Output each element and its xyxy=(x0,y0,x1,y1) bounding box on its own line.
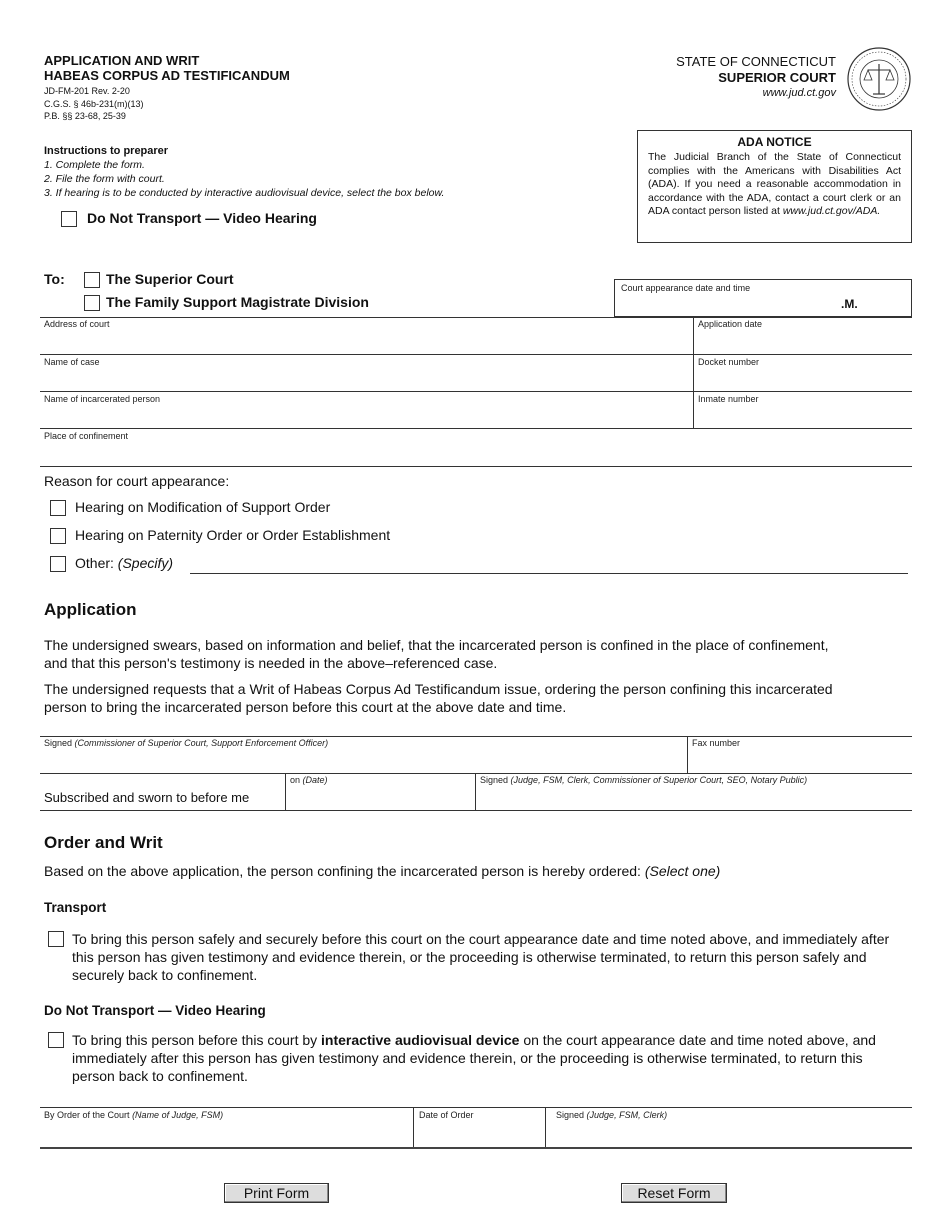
form-statute-cgs: C.G.S. § 46b-231(m)(13) xyxy=(44,99,144,109)
ada-notice-text: The Judicial Branch of the State of Connecticut complies with the Americans with Disabilities Act (ADA). If you need a reasonable accommodation in accordance with the ADA, contact a court clerk or an ADA contact person listed at xyxy=(648,151,901,217)
application-heading: Application xyxy=(44,600,137,619)
form-number: JD-FM-201 Rev. 2-20 xyxy=(44,86,130,96)
video-order-text-bold: interactive audiovisual device xyxy=(321,1032,520,1048)
court-appearance-suffix: .M. xyxy=(841,297,858,311)
incarcerated-name-label: Name of incarcerated person xyxy=(44,394,161,404)
transport-text: To bring this person safely and securely before this court on the court appearance date and time noted above, and immediately after this person has given testimony and evidence therein, or the proceeding is otherwise terminated, to return this person safely and securely back to confinement. xyxy=(72,931,890,983)
reason-other-text: Other: xyxy=(75,555,114,571)
by-order-label xyxy=(44,1110,223,1120)
order-intro-hint: (Select one) xyxy=(644,863,721,879)
ada-notice-link[interactable]: www.jud.ct.gov/ADA. xyxy=(782,205,881,217)
sworn-date-hint: (Date) xyxy=(302,775,328,785)
family-support-label: The Family Support Magistrate Division xyxy=(106,294,369,310)
case-name-input[interactable] xyxy=(40,368,692,390)
court-appearance-field[interactable] xyxy=(614,279,912,317)
video-order-text-pre: To bring this person before this court by xyxy=(72,1032,322,1048)
by-order-hint: (Name of Judge, FSM) xyxy=(132,1110,224,1120)
instructions-heading: Instructions to preparer xyxy=(44,145,169,157)
form-statute-pb: P.B. §§ 23-68, 25-39 xyxy=(44,111,126,121)
print-form-button[interactable]: Print Form xyxy=(224,1183,329,1203)
judge-name-input[interactable] xyxy=(40,1122,412,1146)
video-order-text-post: on the court appearance date and time noted above, and immediately after this person has given testimony and evidence therein, or the proceeding is otherwise terminated, to return this person back to confinement. xyxy=(72,1032,876,1084)
transport-checkbox[interactable] xyxy=(48,931,64,947)
notary-signature-input[interactable] xyxy=(476,787,912,809)
form-title-line2: HABEAS CORPUS AD TESTIFICANDUM xyxy=(44,68,290,83)
ada-notice-title: ADA NOTICE xyxy=(737,135,812,149)
family-support-checkbox[interactable] xyxy=(84,295,100,311)
ada-notice-body xyxy=(648,151,901,219)
reset-form-button[interactable]: Reset Form xyxy=(621,1183,727,1203)
sworn-date-label xyxy=(290,775,328,785)
docket-number-label: Docket number xyxy=(698,357,760,367)
reason-paternity-label: Hearing on Paternity Order or Order Establishment xyxy=(75,527,391,543)
video-hearing-checkbox[interactable] xyxy=(61,211,77,227)
reason-paternity-checkbox[interactable] xyxy=(50,528,66,544)
date-of-order-input[interactable] xyxy=(414,1122,544,1146)
case-name-label: Name of case xyxy=(44,357,100,367)
instruction-item: 3. If hearing is to be conducted by interactive audiovisual device, select the box below. xyxy=(44,187,445,199)
video-hearing-label: Do Not Transport — Video Hearing xyxy=(87,210,317,226)
court-name: SUPERIOR COURT xyxy=(718,70,836,85)
order-intro-text: Based on the above application, the person confining the incarcerated person is hereby ordered: xyxy=(44,863,645,879)
application-date-label: Application date xyxy=(698,319,763,329)
court-address-input[interactable] xyxy=(40,330,692,352)
order-signed-hint: (Judge, FSM, Clerk) xyxy=(586,1110,668,1120)
court-website: www.jud.ct.gov xyxy=(762,87,836,99)
applicant-signature-input[interactable] xyxy=(40,750,686,772)
confinement-place-input[interactable] xyxy=(40,442,912,464)
state-seal-icon xyxy=(846,46,912,112)
transport-heading: Transport xyxy=(44,900,107,915)
fax-number-label: Fax number xyxy=(692,738,741,748)
order-signed-label xyxy=(556,1110,667,1120)
court-address-label: Address of court xyxy=(44,319,110,329)
sworn-date-text: on xyxy=(290,775,301,785)
inmate-number-label: Inmate number xyxy=(698,394,759,404)
docket-number-input[interactable] xyxy=(694,368,912,390)
application-paragraph-2: The undersigned requests that a Writ of Habeas Corpus Ad Testificandum issue, ordering the person confining this incarcerated person to bring the incarcerated person before this court at the above date and time. xyxy=(44,681,833,715)
instruction-item: 2. File the form with court. xyxy=(44,173,165,185)
reason-other-checkbox[interactable] xyxy=(50,556,66,572)
subscribed-sworn-label: Subscribed and sworn to before me xyxy=(44,790,250,805)
reason-modification-label: Hearing on Modification of Support Order xyxy=(75,499,331,515)
reason-label: Reason for court appearance: xyxy=(44,473,230,489)
application-date-input[interactable] xyxy=(694,330,912,352)
state-name: STATE OF CONNECTICUT xyxy=(676,54,836,69)
reason-modification-checkbox[interactable] xyxy=(50,500,66,516)
court-appearance-label: Court appearance date and time xyxy=(621,283,751,293)
video-hearing-heading: Do Not Transport — Video Hearing xyxy=(44,1003,266,1018)
video-order-checkbox[interactable] xyxy=(48,1032,64,1048)
superior-court-label: The Superior Court xyxy=(106,271,234,287)
by-order-text: By Order of the Court xyxy=(44,1110,130,1120)
instruction-item: 1. Complete the form. xyxy=(44,159,145,171)
reason-other-hint: (Specify) xyxy=(117,555,174,571)
ada-notice-box xyxy=(637,130,912,243)
sworn-date-input[interactable] xyxy=(286,787,474,809)
superior-court-checkbox[interactable] xyxy=(84,272,100,288)
video-order-text xyxy=(72,1031,892,1085)
reason-other-label xyxy=(75,555,173,571)
applicant-signed-hint: (Commissioner of Superior Court, Support Enforcement Officer) xyxy=(74,738,329,748)
applicant-signed-label xyxy=(44,738,328,748)
fax-number-input[interactable] xyxy=(688,750,912,772)
order-writ-heading: Order and Writ xyxy=(44,833,163,852)
order-signature-input[interactable] xyxy=(546,1122,912,1146)
reason-other-input[interactable] xyxy=(190,556,908,574)
order-intro xyxy=(44,863,720,879)
applicant-signed-text: Signed xyxy=(44,738,73,748)
order-signed-text: Signed xyxy=(556,1110,585,1120)
notary-signed-label xyxy=(480,775,807,785)
notary-signed-hint: (Judge, FSM, Clerk, Commissioner of Superior Court, SEO, Notary Public) xyxy=(510,775,808,785)
incarcerated-name-input[interactable] xyxy=(40,405,692,427)
to-label: To: xyxy=(44,271,65,287)
application-paragraph-1: The undersigned swears, based on information and belief, that the incarcerated person is confined in the place of confinement, and that this person's testimony is needed in the above–referenced case. xyxy=(44,637,829,671)
notary-signed-text: Signed xyxy=(480,775,509,785)
date-of-order-label: Date of Order xyxy=(419,1110,474,1120)
inmate-number-input[interactable] xyxy=(694,405,912,427)
form-title-line1: APPLICATION AND WRIT xyxy=(44,53,200,68)
confinement-place-label: Place of confinement xyxy=(44,431,129,441)
